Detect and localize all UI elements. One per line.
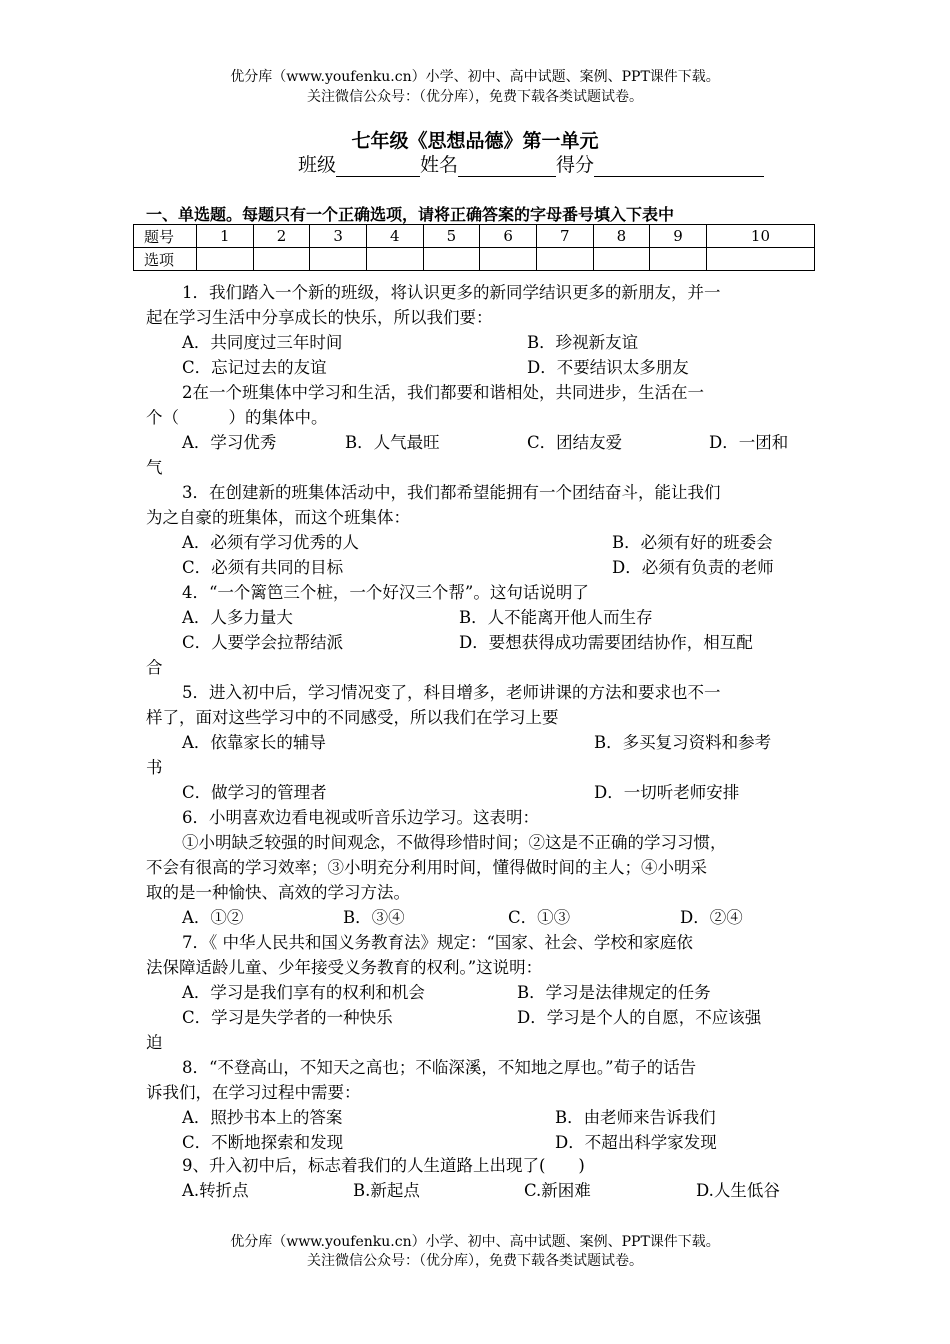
table-number-cell: 3 — [310, 225, 367, 248]
q7-option-c: C．学习是失学者的一种快乐 — [182, 1008, 393, 1027]
q3-option-a: A．必须有学习优秀的人 — [182, 533, 359, 552]
q6-option-c: C．①③ — [508, 908, 571, 927]
table-number-cell: 4 — [366, 225, 423, 248]
table-number-cell: 9 — [650, 225, 707, 248]
q8-option-b: B．由老师来告诉我们 — [555, 1108, 716, 1127]
q3-option-b: B．必须有好的班委会 — [612, 533, 773, 552]
q2-stem: 2在一个班集体中学习和生活，我们都要和谐相处，共同进步，生活在一 — [182, 383, 704, 402]
table-number-cell: 7 — [536, 225, 593, 248]
q5-stem: 样了，面对这些学习中的不同感受，所以我们在学习上要 — [146, 708, 559, 727]
q4-option-d-wrap: 合 — [146, 658, 163, 677]
q1-option-c: C．忘记过去的友谊 — [182, 358, 327, 377]
footer-line-1: 优分库（www.youfenku.cn）小学、初中、高中试题、案例、PPT课件下载。 — [230, 1234, 720, 1250]
q9-option-c: C.新困难 — [524, 1181, 591, 1200]
answer-cell[interactable] — [366, 248, 423, 271]
answer-cell[interactable] — [253, 248, 310, 271]
q5-option-d: D．一切听老师安排 — [594, 783, 740, 802]
q1-option-b: B．珍视新友谊 — [527, 333, 639, 352]
q2-option-b: B．人气最旺 — [345, 433, 440, 452]
answer-cell[interactable] — [650, 248, 707, 271]
answer-cell[interactable] — [536, 248, 593, 271]
student-info-fields — [298, 150, 764, 177]
answer-cell[interactable] — [310, 248, 367, 271]
q1-option-a: A．共同度过三年时间 — [182, 333, 343, 352]
q6-statements: 不会有很高的学习效率；③小明充分利用时间，懂得做时间的主人；④小明采 — [146, 858, 707, 877]
q7-option-d: D．学习是个人的自愿，不应该强 — [517, 1008, 762, 1027]
q3-option-d: D．必须有负责的老师 — [612, 558, 774, 577]
answer-table-option-row — [134, 248, 815, 271]
q6-statements: 取的是一种愉快、高效的学习方法。 — [146, 883, 410, 902]
q5-option-b: B．多买复习资料和参考 — [594, 733, 772, 752]
q4-option-a: A．人多力量大 — [182, 608, 293, 627]
q4-option-c: C．人要学会拉帮结派 — [182, 633, 344, 652]
q9-option-a: A.转折点 — [182, 1181, 249, 1200]
q2-option-d-wrap: 气 — [146, 458, 163, 477]
q9-option-b: B.新起点 — [353, 1181, 420, 1200]
table-number-cell: 10 — [706, 225, 814, 248]
q7-option-b: B．学习是法律规定的任务 — [517, 983, 711, 1002]
q2-option-d: D．一团和 — [709, 433, 789, 452]
q4-stem: 4．“一个篱笆三个桩，一个好汉三个帮”。这句话说明了 — [182, 583, 589, 602]
answer-cell[interactable] — [197, 248, 254, 271]
name-label: 姓名 — [420, 154, 459, 176]
table-number-cell: 1 — [197, 225, 254, 248]
answer-table-number-row — [134, 225, 815, 248]
answer-table — [133, 224, 815, 271]
score-blank[interactable] — [594, 156, 764, 177]
q3-stem: 为之自豪的班集体，而这个班集体： — [146, 508, 410, 527]
table-number-cell: 8 — [593, 225, 650, 248]
header-line-2: 关注微信公众号：（优分库），免费下载各类试题试卷。 — [307, 89, 643, 105]
score-label: 得分 — [556, 154, 595, 176]
q3-option-c: C．必须有共同的目标 — [182, 558, 344, 577]
table-header-number: 题号 — [134, 225, 197, 248]
q2-option-a: A．学习优秀 — [182, 433, 277, 452]
q7-option-d-wrap: 迫 — [146, 1033, 163, 1052]
q1-stem: 1．我们踏入一个新的班级，将认识更多的新同学结识更多的新朋友，并一 — [182, 283, 721, 302]
answer-cell[interactable] — [423, 248, 480, 271]
q5-option-b-wrap: 书 — [146, 758, 163, 777]
footer-line-2: 关注微信公众号：（优分库），免费下载各类试题试卷。 — [307, 1253, 643, 1269]
q1-option-d: D．不要结识太多朋友 — [527, 358, 689, 377]
answer-cell[interactable] — [706, 248, 814, 271]
q9-stem: 9、升入初中后，标志着我们的人生道路上出现了( ) — [182, 1156, 585, 1175]
table-header-option: 选项 — [134, 248, 197, 271]
table-number-cell: 2 — [253, 225, 310, 248]
q8-stem: 8．“不登高山，不知天之高也；不临深溪，不知地之厚也。”荀子的话告 — [182, 1058, 697, 1077]
answer-cell[interactable] — [593, 248, 650, 271]
q7-stem: 7．《 中华人民共和国义务教育法》规定：“国家、社会、学校和家庭依 — [182, 933, 693, 952]
q6-option-b: B．③④ — [343, 908, 405, 927]
q7-option-a: A．学习是我们享有的权利和机会 — [182, 983, 425, 1002]
class-label: 班级 — [298, 154, 337, 176]
q3-stem: 3．在创建新的班集体活动中，我们都希望能拥有一个团结奋斗，能让我们 — [182, 483, 721, 502]
q1-stem: 起在学习生活中分享成长的快乐，所以我们要： — [146, 308, 493, 327]
q4-option-d: D．要想获得成功需要团结协作，相互配 — [459, 633, 753, 652]
q7-stem: 法保障适龄儿童、少年接受义务教育的权利。”这说明： — [146, 958, 543, 977]
class-blank[interactable] — [336, 156, 420, 177]
q8-option-a: A．照抄书本上的答案 — [182, 1108, 343, 1127]
q6-option-d: D．②④ — [680, 908, 743, 927]
table-number-cell: 6 — [480, 225, 537, 248]
name-blank[interactable] — [458, 156, 556, 177]
q8-option-d: D．不超出科学家发现 — [555, 1133, 717, 1152]
q8-option-c: C．不断地探索和发现 — [182, 1133, 344, 1152]
section-heading: 一、单选题。每题只有一个正确选项，请将正确答案的字母番号填入下表中 — [146, 205, 675, 224]
page-title: 七年级《思想品德》第一单元 — [351, 130, 599, 152]
q5-stem: 5．进入初中后，学习情况变了，科目增多，老师讲课的方法和要求也不一 — [182, 683, 721, 702]
q5-option-c: C．做学习的管理者 — [182, 783, 327, 802]
q6-option-a: A．①② — [182, 908, 244, 927]
q6-statements: ①小明缺乏较强的时间观念，不做得珍惜时间；②这是不正确的学习习惯， — [182, 833, 727, 852]
q9-option-d: D.人生低谷 — [696, 1181, 780, 1200]
q5-option-a: A．依靠家长的辅导 — [182, 733, 326, 752]
answer-cell[interactable] — [480, 248, 537, 271]
q4-option-b: B．人不能离开他人而生存 — [459, 608, 653, 627]
q2-option-c: C．团结友爱 — [527, 433, 623, 452]
table-number-cell: 5 — [423, 225, 480, 248]
q6-stem: 6．小明喜欢边看电视或听音乐边学习。这表明： — [182, 808, 539, 827]
header-line-1: 优分库（www.youfenku.cn）小学、初中、高中试题、案例、PPT课件下载。 — [230, 69, 720, 85]
q8-stem: 诉我们，在学习过程中需要： — [146, 1083, 361, 1102]
q2-stem: 个（ ）的集体中。 — [146, 408, 328, 427]
